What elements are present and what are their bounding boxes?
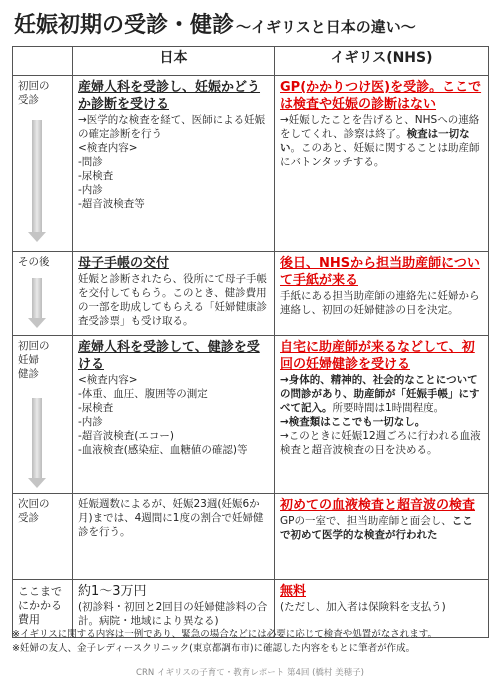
comparison-table — [12, 46, 489, 638]
japan-line: -尿検査 — [78, 402, 114, 414]
japan-line: <検査内容> — [78, 142, 138, 154]
down-arrow-icon — [28, 398, 46, 488]
header-japan: 日本 — [73, 47, 275, 76]
japan-line: -体重、血圧、腹囲等の測定 — [78, 388, 208, 400]
table-row — [13, 252, 489, 336]
uk-text: (ただし、加入者は保険料を支払う) — [280, 601, 446, 613]
title-sub: 〜イギリスと日本の違い〜 — [236, 18, 416, 36]
title-main: 妊娠初期の受診・健診 — [14, 13, 235, 38]
uk-text: 手紙にある担当助産師の連絡先に妊婦から連絡し、初回の妊婦健診の日を決定。 — [280, 290, 480, 316]
uk-heading: 初めての血液検査と超音波の検査 — [280, 498, 476, 513]
stage-label: 受診 — [18, 94, 39, 106]
stage-label: 妊婦 — [18, 354, 39, 366]
japan-heading: 産婦人科を受診して、健診を受ける — [78, 340, 260, 372]
japan-heading: 母子手帳の交付 — [78, 256, 170, 271]
table-row — [13, 336, 489, 494]
japan-cell — [73, 494, 275, 580]
uk-bold-text: 検査は一切ない — [280, 128, 470, 154]
japan-line: -内診 — [78, 184, 103, 196]
japan-cell — [73, 252, 275, 336]
stage-label: 費用 — [18, 613, 40, 626]
uk-heading: 自宅に助産師が来るなどして、初回の妊婦健診を受ける — [280, 340, 475, 372]
uk-cell — [275, 494, 489, 580]
footnote: ※イギリスに関する内容は一例であり、緊急の場合などには必要に応じて検査や処置がなされます。 — [12, 629, 438, 640]
japan-line: -超音波検査(エコー) — [78, 430, 174, 442]
uk-bold-text: →身体的、精神的、社会的なことについての問診があり、助産師が「妊娠手帳」にすべて記入。 — [280, 374, 480, 414]
uk-text: 。このあと、妊娠に関することは助産師にバトンタッチする。 — [280, 142, 480, 168]
japan-heading: 産婦人科を受診し、妊娠かどうか診断を受ける — [78, 80, 261, 112]
credit: CRN イギリスの子育て・教育レポート 第4回 (橋村 美穂子) — [136, 668, 364, 678]
uk-heading: GP(かかりつけ医)を受診。ここでは検査や妊娠の診断はない — [280, 80, 482, 112]
japan-line: -尿検査 — [78, 170, 114, 182]
uk-bold-text: ここで初めて医学的な検査が行われた — [280, 515, 473, 541]
japan-line: -問診 — [78, 156, 103, 168]
stage-cell — [13, 494, 73, 580]
uk-cell — [275, 336, 489, 494]
uk-text: →妊娠したことを告げると、NHSへの連絡をしてくれ、診察は終了。 — [280, 114, 480, 140]
stage-label: ここまで — [18, 585, 62, 598]
japan-line: →医学的な検査を経て、医師による妊娠の確定診断を行う — [78, 114, 266, 140]
header-uk: イギリス(NHS) — [275, 47, 489, 76]
page-title — [14, 8, 494, 39]
japan-text: 妊娠と診断されたら、役所にて母子手帳を交付してもらう。このとき、健診費用の一部を助成してもらえる「妊婦健康診査受診票」も受け取る。 — [78, 273, 267, 327]
header-empty — [13, 47, 73, 76]
japan-line: -血液検査(感染症、血糖値の確認)等 — [78, 444, 248, 456]
stage-label: 受診 — [18, 512, 39, 524]
down-arrow-icon — [28, 120, 46, 242]
stage-label: その後 — [18, 256, 50, 268]
stage-cell — [13, 252, 73, 336]
stage-label: 次回の — [18, 498, 50, 510]
stage-cell — [13, 336, 73, 494]
stage-cell — [13, 76, 73, 252]
japan-text: 妊娠週数によるが、妊娠23週(妊娠6か月)までは、4週間に1度の割合で妊婦健診を行う。 — [78, 498, 264, 538]
japan-line: <検査内容> — [78, 374, 138, 386]
uk-cell — [275, 252, 489, 336]
uk-text: 所要時間は1時間程度。 — [332, 402, 445, 414]
uk-heading: 後日、NHSから担当助産師について手紙が来る — [280, 256, 480, 288]
footnote: ※妊婦の友人、金子レディースクリニック(東京都調布市)に確認した内容をもとに筆者が作成。 — [12, 643, 416, 654]
uk-cost: 無料 — [280, 584, 307, 599]
stage-label: 初回の — [18, 340, 50, 352]
japan-cost: 約1〜3万円 — [78, 584, 147, 599]
japan-text: (初診料・初回と2回目の妊婦健診料の合計。病院・地域により異なる) — [78, 601, 268, 627]
japan-line: -超音波検査等 — [78, 198, 145, 210]
table-row — [13, 494, 489, 580]
uk-bold-text: →検査類はここでも一切なし。 — [280, 416, 426, 428]
table-header-row — [13, 47, 489, 76]
uk-cell — [275, 76, 489, 252]
uk-text: GPの一室で、担当助産師と面会し、 — [280, 515, 452, 527]
japan-line: -内診 — [78, 416, 103, 428]
footnotes — [12, 628, 496, 656]
uk-text: →このときに妊娠12週ごろに行われる血液検査と超音波検査の日を決める。 — [280, 430, 481, 456]
japan-cell — [73, 76, 275, 252]
japan-cell — [73, 336, 275, 494]
table-row — [13, 76, 489, 252]
stage-label: 初回の — [18, 80, 50, 92]
stage-label: にかかる — [18, 599, 62, 612]
stage-label: 健診 — [18, 368, 39, 380]
down-arrow-icon — [28, 278, 46, 328]
